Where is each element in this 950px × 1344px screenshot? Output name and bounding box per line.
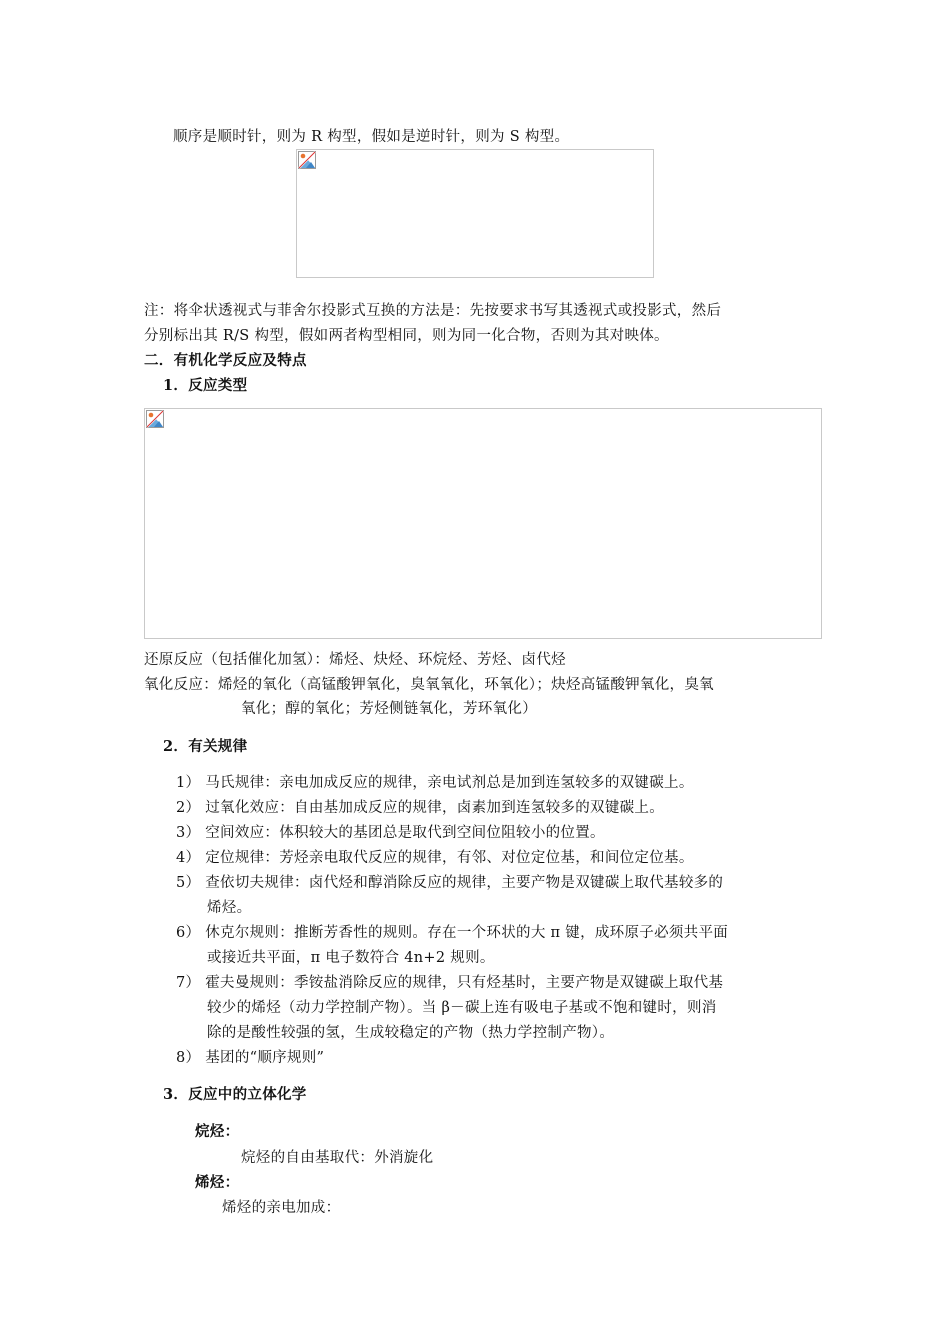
rule-1: 1） 马氏规律：亲电加成反应的规律，亲电试剂总是加到连氢较多的双键碳上。	[176, 775, 694, 791]
broken-image-icon	[146, 410, 164, 428]
image-placeholder-reaction-types	[144, 408, 822, 639]
alkane-text: 烷烃的自由基取代：外消旋化	[241, 1150, 434, 1166]
rule-5-line-2: 烯烃。	[207, 900, 252, 916]
intro-line: 顺序是顺时针，则为 R 构型，假如是逆时针，则为 S 构型。	[173, 129, 570, 145]
rule-3: 3） 空间效应：体积较大的基团总是取代到空间位阻较小的位置。	[176, 825, 605, 841]
subsection-reaction-types: 1．反应类型	[163, 377, 248, 394]
broken-image-icon	[298, 151, 316, 169]
rule-2: 2） 过氧化效应：自由基加成反应的规律，卤素加到连氢较多的双键碳上。	[176, 800, 665, 816]
oxidation-reactions-line-1: 氧化反应：烯烃的氧化（高锰酸钾氧化，臭氧氧化，环氧化）；炔烃高锰酸钾氧化，臭氧	[144, 677, 714, 693]
rule-5-line-1: 5） 查依切夫规律：卤代烃和醇消除反应的规律，主要产物是双键碳上取代基较多的	[176, 875, 724, 891]
rule-8: 8） 基团的“顺序规则”	[176, 1050, 325, 1066]
subsection-stereochemistry: 3．反应中的立体化学	[163, 1086, 307, 1103]
note-line-2: 分别标出其 R/S 构型，假如两者构型相同，则为同一化合物，否则为其对映体。	[144, 328, 669, 344]
rule-7-line-2: 较少的烯烃（动力学控制产物）。当 β－碳上连有吸电子基或不饱和键时，则消	[207, 1000, 717, 1016]
subsection-rules: 2．有关规律	[163, 738, 248, 755]
oxidation-reactions-line-2: 氧化；醇的氧化；芳烃侧链氧化，芳环氧化）	[241, 701, 537, 717]
rule-6-line-1: 6） 休克尔规则：推断芳香性的规则。存在一个环状的大 π 键，成环原子必须共平面	[176, 925, 729, 941]
note-line-1: 注：将伞状透视式与菲舍尔投影式互换的方法是：先按要求书写其透视式或投影式，然后	[144, 303, 722, 319]
alkane-heading: 烷烃：	[195, 1123, 240, 1140]
alkene-heading: 烯烃：	[195, 1174, 240, 1191]
reduction-reactions: 还原反应（包括催化加氢）：烯烃、炔烃、环烷烃、芳烃、卤代烃	[144, 652, 566, 668]
rule-7-line-3: 除的是酸性较强的氢，生成较稳定的产物（热力学控制产物）。	[207, 1025, 615, 1041]
rule-4: 4） 定位规律：芳烃亲电取代反应的规律，有邻、对位定位基，和间位定位基。	[176, 850, 694, 866]
alkene-text: 烯烃的亲电加成：	[222, 1200, 341, 1216]
section-2-heading: 二．有机化学反应及特点	[144, 352, 307, 369]
image-placeholder-configuration	[296, 149, 654, 278]
rule-7-line-1: 7） 霍夫曼规则：季铵盐消除反应的规律，只有烃基时，主要产物是双键碳上取代基	[176, 975, 724, 991]
rule-6-line-2: 或接近共平面，π 电子数符合 4n+2 规则。	[207, 950, 495, 966]
